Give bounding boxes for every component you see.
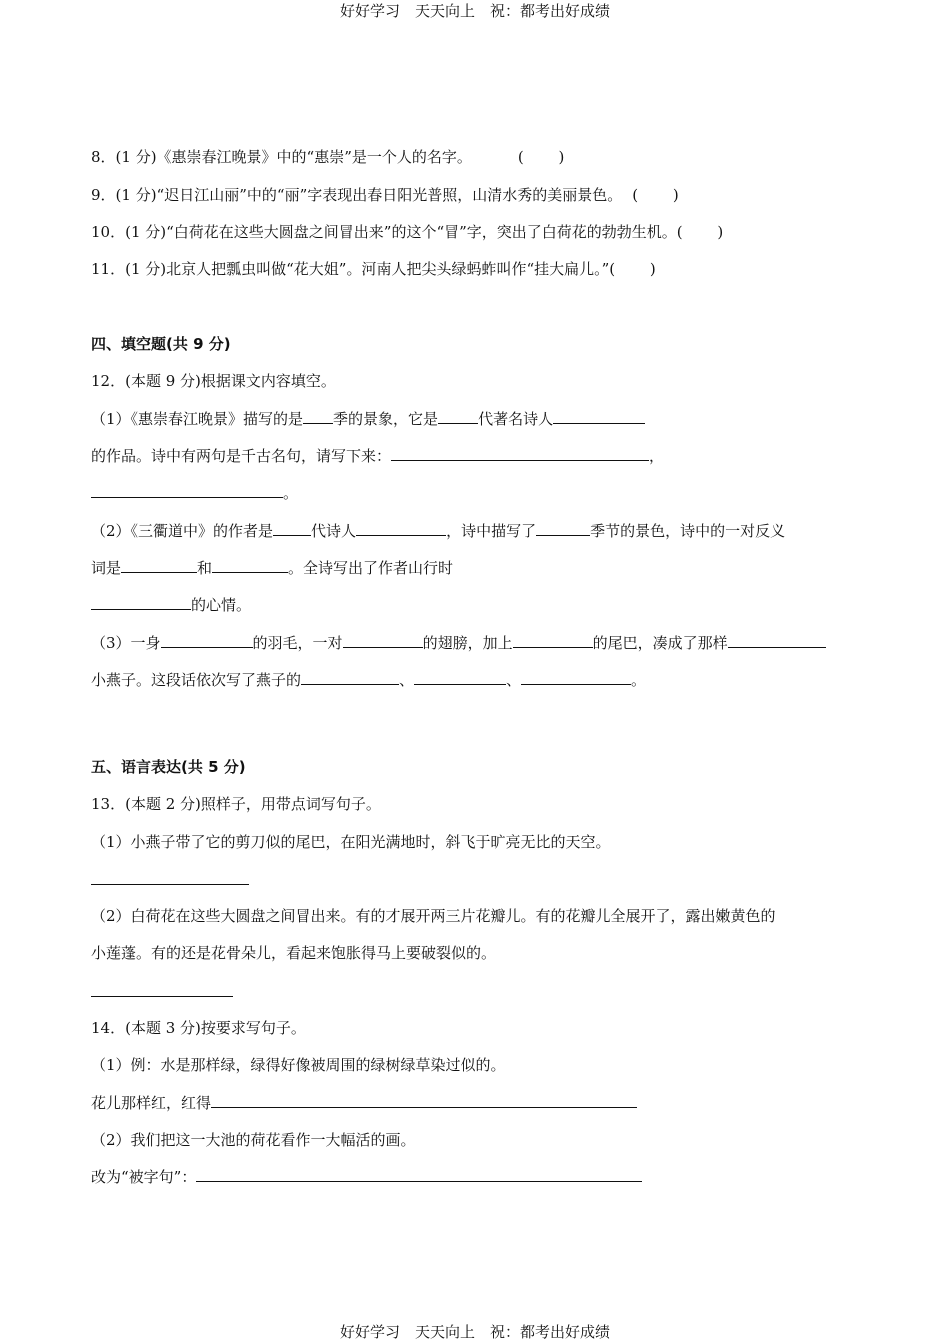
- question-10-text: 10．(1 分)“白荷花在这些大圆盘之间冒出来”的这个“冒”字，突出了白荷花的勃勃生机。: [91, 223, 677, 241]
- question-14-answer-2: [91, 1166, 642, 1187]
- q12-text: 代诗人: [311, 522, 357, 540]
- section-4-title: 四、填空题(共 9 分): [91, 335, 231, 353]
- q12-text: （2）《三衢道中》的作者是: [91, 522, 274, 540]
- q12-text: 、: [399, 671, 415, 689]
- question-12-part-2-line-3: [91, 594, 251, 615]
- blank-antonym-2[interactable]: [212, 558, 288, 573]
- question-14-answer-1: [91, 1092, 637, 1113]
- question-13-sentence-2-line-2: 小莲蓬。有的还是花骨朵儿，看起来饱胀得马上要破裂似的。: [91, 944, 497, 962]
- answer-line-14-1[interactable]: [211, 1093, 637, 1108]
- blank-season-2[interactable]: [536, 521, 590, 536]
- blank-season[interactable]: [303, 409, 333, 424]
- q12-text: 。: [631, 671, 647, 689]
- q12-text: 、: [506, 671, 522, 689]
- page-header: 好好学习 天天向上 祝：都考出好成绩: [339, 2, 610, 20]
- question-12-part-3-line-1: [91, 632, 826, 653]
- q12-text: 词是: [91, 559, 122, 577]
- question-12-part-1-line-2: [91, 445, 664, 466]
- question-14-example: （1）例：水是那样绿，绿得好像被周围的绿树绿草染过似的。: [91, 1056, 506, 1074]
- blank-swallow-desc[interactable]: [728, 633, 826, 648]
- blank-tail[interactable]: [513, 633, 593, 648]
- q12-text: （1）《惠崇春江晚景》描写的是: [91, 410, 304, 428]
- q12-text: 。全诗写出了作者山行时: [288, 559, 454, 577]
- answer-line-14-2[interactable]: [196, 1167, 642, 1182]
- blank-aspect-2[interactable]: [414, 670, 506, 685]
- blank-famous-line-2[interactable]: [91, 483, 283, 498]
- blank-wings[interactable]: [343, 633, 423, 648]
- blank-famous-line-1[interactable]: [391, 446, 649, 461]
- question-8-answer-paren[interactable]: ( ): [517, 148, 565, 166]
- answer-line-13-2[interactable]: [91, 996, 233, 997]
- blank-antonym-1[interactable]: [121, 558, 197, 573]
- q14-text: 花儿那样红，红得: [91, 1094, 212, 1112]
- q12-text: 的羽毛，一对: [252, 634, 343, 652]
- q12-text: ，: [649, 447, 665, 465]
- page-footer: 好好学习 天天向上 祝：都考出好成绩: [339, 1323, 610, 1341]
- question-9-text: 9．(1 分)“迟日江山丽”中的“丽”字表现出春日阳光普照，山清水秀的美丽景色。: [91, 186, 623, 204]
- question-11: [91, 258, 656, 279]
- blank-dynasty-2[interactable]: [273, 521, 311, 536]
- q12-text: 的尾巴，凑成了那样: [592, 634, 728, 652]
- question-8: [91, 146, 564, 167]
- question-12-part-2-line-1: [91, 520, 785, 541]
- question-14-sentence-2: （2）我们把这一大池的荷花看作一大幅活的画。: [91, 1131, 416, 1149]
- answer-line-13-1[interactable]: [91, 884, 249, 885]
- q12-text: 的心情。: [191, 596, 252, 614]
- question-11-text: 11．(1 分)北京人把瓢虫叫做“花大姐”。河南人把尖头绿蚂蚱叫作“挂大扁儿。”: [91, 260, 610, 278]
- q12-text: 季节的景色，诗中的一对反义: [590, 522, 786, 540]
- q12-text: 和: [197, 559, 213, 577]
- q12-text: 季的景象，它是: [333, 410, 439, 428]
- q12-text: 小燕子。这段话依次写了燕子的: [91, 671, 302, 689]
- question-13-sentence-2-line-1: （2）白荷花在这些大圆盘之间冒出来。有的才展开两三片花瓣儿。有的花瓣儿全展开了，露出嫩黄色的: [91, 907, 776, 925]
- question-12-part-2-line-2: [91, 557, 453, 578]
- question-12-stem: 12．(本题 9 分)根据课文内容填空。: [91, 372, 336, 390]
- q12-text: ，诗中描写了: [446, 522, 537, 540]
- q12-text: 。: [283, 484, 299, 502]
- question-13-sentence-1: （1）小燕子带了它的剪刀似的尾巴，在阳光满地时，斜飞于旷亮无比的天空。: [91, 833, 611, 851]
- q12-text: 的翅膀，加上: [422, 634, 513, 652]
- q12-text: 的作品。诗中有两句是千古名句，请写下来：: [91, 447, 392, 465]
- question-14-stem: 14．(本题 3 分)按要求写句子。: [91, 1019, 306, 1037]
- question-8-text: 8．(1 分)《惠崇春江晚景》中的“惠崇”是一个人的名字。: [91, 148, 472, 166]
- question-13-stem: 13．(本题 2 分)照样子，用带点词写句子。: [91, 795, 381, 813]
- blank-poet[interactable]: [553, 409, 645, 424]
- q12-text: （3）一身: [91, 634, 161, 652]
- blank-dynasty[interactable]: [438, 409, 478, 424]
- question-12-part-1-line-3: [91, 482, 298, 503]
- question-10-answer-paren[interactable]: ( ): [676, 223, 724, 241]
- question-12-part-3-line-2: [91, 669, 646, 690]
- question-11-answer-paren[interactable]: ( ): [609, 260, 656, 278]
- q14-text: 改为“被字句”：: [91, 1168, 197, 1186]
- q12-text: 代著名诗人: [478, 410, 554, 428]
- blank-aspect-3[interactable]: [521, 670, 631, 685]
- blank-poet-2[interactable]: [356, 521, 446, 536]
- question-9: [91, 184, 679, 205]
- blank-aspect-1[interactable]: [301, 670, 399, 685]
- section-5-title: 五、语言表达(共 5 分): [91, 758, 246, 776]
- blank-mood[interactable]: [91, 595, 191, 610]
- question-9-answer-paren[interactable]: ( ): [632, 186, 679, 204]
- question-10: [91, 221, 723, 242]
- blank-feathers[interactable]: [161, 633, 253, 648]
- question-12-part-1-line-1: [91, 408, 645, 429]
